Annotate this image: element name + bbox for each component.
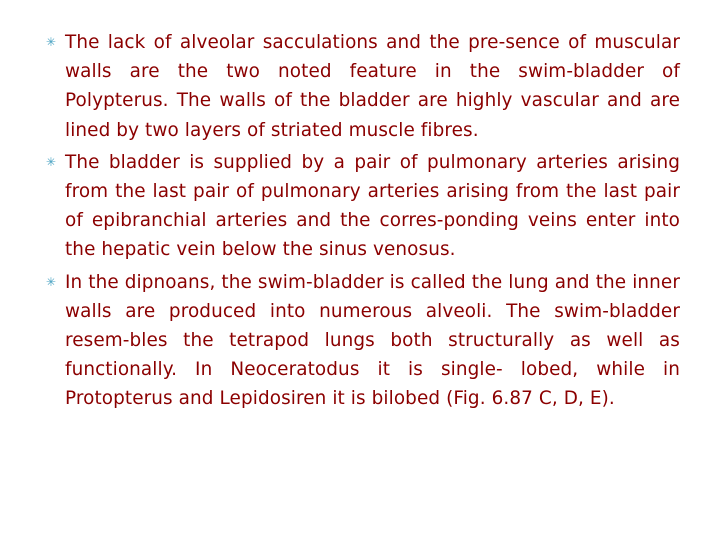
bullet-item-1 — [44, 28, 680, 145]
bullet-text-3: In the dipnoans, the swim-bladder is called the lung and the inner walls are produced into numerous alveoli. The swim-bladder resem-bles the tetrapod lungs both structurally as well as functionally. In Neoceratodus it is single- lobed, while in Protopterus and Lepidosiren it is bilobed (Fig. 6.87 C, D, E). — [65, 271, 680, 410]
bullet-item-2 — [44, 148, 680, 265]
bullet-text-2: The bladder is supplied by a pair of pulmonary arteries arising from the last pair of pulmonary arteries arising from the last pair of epibranchial arteries and the corres-ponding veins enter into the hepatic vein below the sinus venosus. — [65, 151, 680, 261]
bullet-list — [44, 28, 680, 417]
asterisk-icon: ✳ — [45, 154, 57, 169]
bullet-item-3 — [44, 268, 680, 414]
bullet-text-1: The lack of alveolar sacculations and the pre-sence of muscular walls are the two noted feature in the swim-bladder of Polypterus. The walls of the bladder are highly vascular and are lined by two layers of striated muscle fibres. — [65, 32, 680, 141]
asterisk-icon: ✳ — [45, 35, 57, 49]
asterisk-icon: ✳ — [45, 274, 57, 289]
